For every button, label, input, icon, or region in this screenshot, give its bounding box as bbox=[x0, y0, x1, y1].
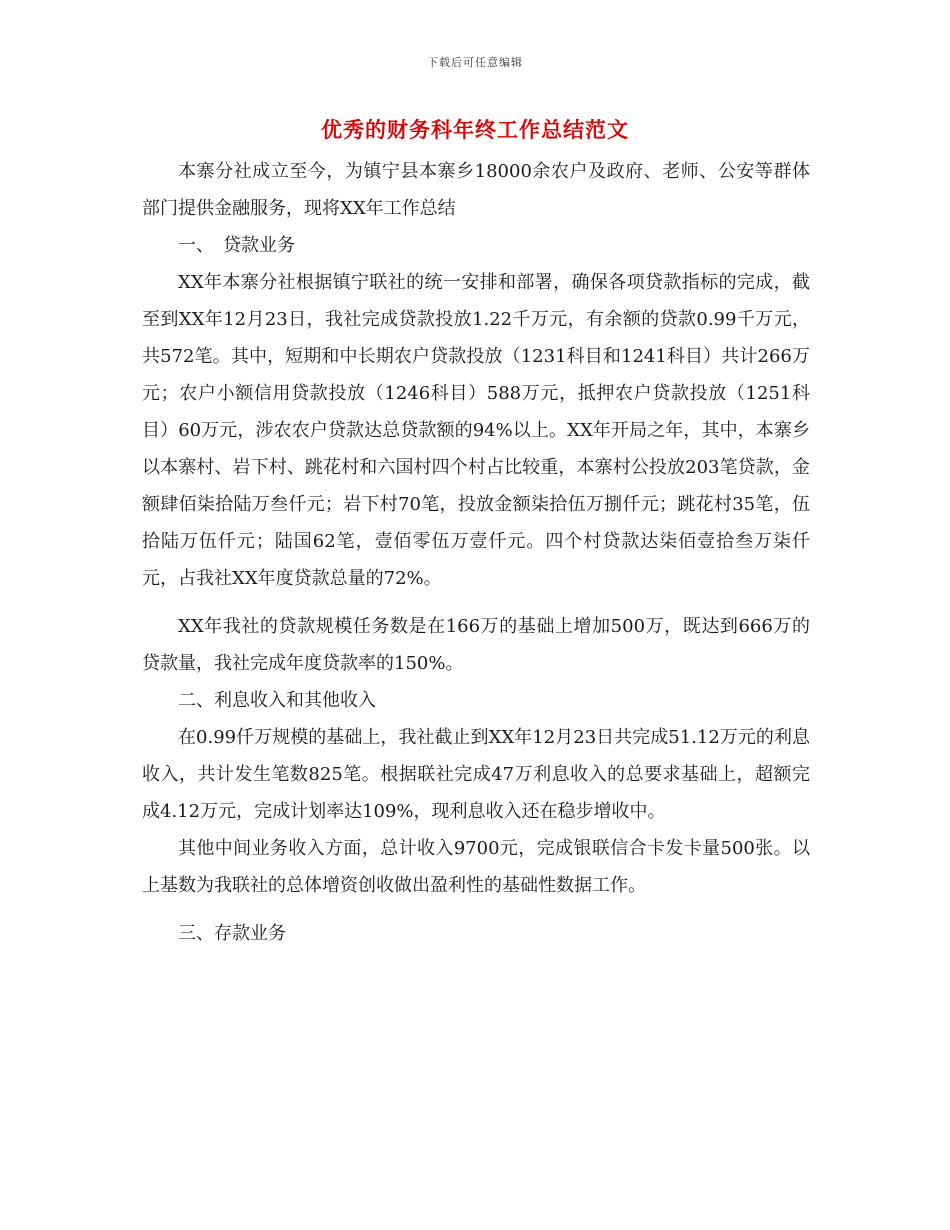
loans-paragraph-1: XX年本寨分社根据镇宁联社的统一安排和部署，确保各项贷款指标的完成，截至到XX年12月23日，我社完成贷款投放1.22千万元，有余额的贷款0.99千万元，共572笔。其中，短期和中长期农户贷款投放（1231科目和1241科目）共计266万元；农户小额信用贷款投放（1246科目）588万元，抵押农户贷款投放（1251科目）60万元，涉农农户贷款达总贷款额的94%以上。XX年开局之年，其中，本寨乡以本寨村、岩下村、跳花村和六国村四个村占比较重，本寨村公投放203笔贷款，金额肆佰柒拾陆万叁仟元；岩下村70笔，投放金额柒拾伍万捌仟元；跳花村35笔，伍拾陆万伍仟元；陆国62笔，壹佰零伍万壹仟元。四个村贷款达柒佰壹拾叁万柒仟元，占我社XX年度贷款总量的72%。 bbox=[142, 272, 810, 589]
income-paragraph-1: 在0.99仟万规模的基础上，我社截止到XX年12月23日共完成51.12万元的利息收入，共计发生笔数825笔。根据联社完成47万利息收入的总要求基础上，超额完成4.12万元，完成计划率达109%，现利息收入还在稳步增收中。 bbox=[142, 727, 810, 822]
document-title: 优秀的财务科年终工作总结范文 bbox=[321, 117, 629, 142]
document-body bbox=[142, 153, 810, 952]
section-heading-income: 二、利息收入和其他收入 bbox=[178, 690, 376, 711]
income-paragraph-2: 其他中间业务收入方面，总计收入9700元，完成银联信合卡发卡量500张。以上基数为我联社的总体增资创收做出盈利性的基础性数据工作。 bbox=[142, 838, 810, 896]
header-note: 下载后可任意编辑 bbox=[427, 56, 523, 69]
section-heading-loans: 一、 贷款业务 bbox=[178, 235, 295, 256]
loans-paragraph-2: XX年我社的贷款规模任务数是在166万的基础上增加500万，既达到666万的贷款量，我社完成年度贷款率的150%。 bbox=[142, 616, 810, 674]
intro-paragraph: 本寨分社成立至今，为镇宁县本寨乡18000余农户及政府、老师、公安等群体部门提供金融服务，现将XX年工作总结 bbox=[142, 161, 810, 219]
section-heading-deposits: 三、存款业务 bbox=[178, 923, 286, 944]
